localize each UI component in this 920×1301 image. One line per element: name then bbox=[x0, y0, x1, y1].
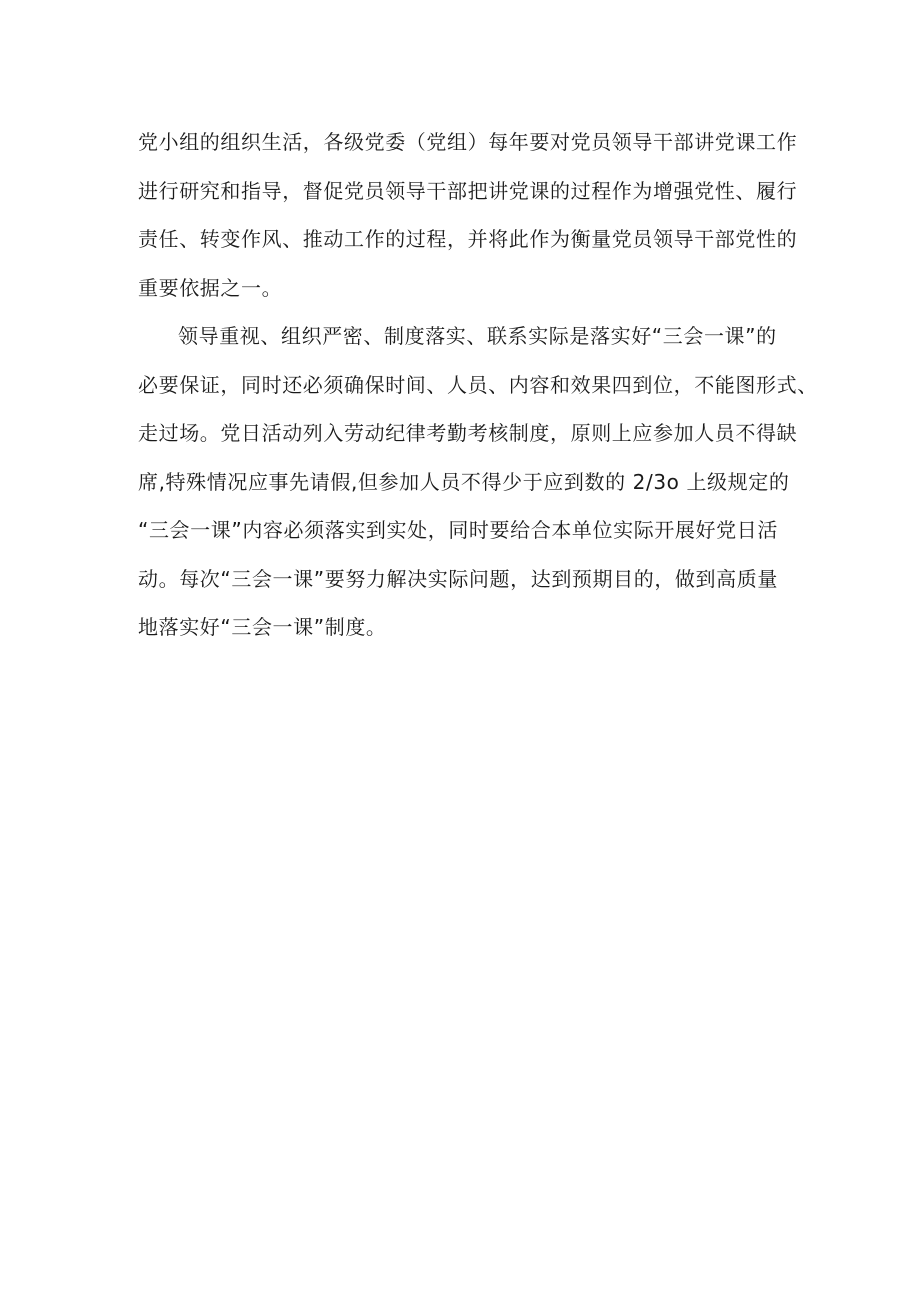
paragraph-line: 党小组的组织生活，各级党委（党组）每年要对党员领导干部讲党课工作 bbox=[138, 130, 798, 154]
paragraph-line: 动。每次“三会一课”要努力解决实际问题，达到预期目的，做到高质量 bbox=[138, 566, 778, 591]
paragraph-1 bbox=[138, 124, 798, 318]
paragraph-line: 地落实好“三会一课”制度。 bbox=[138, 615, 387, 639]
paragraph-line: 席,特殊情况应事先请假,但参加人员不得少于应到数的 2/3o 上级规定的 bbox=[138, 469, 790, 494]
paragraph-line: 重要依据之一。 bbox=[138, 275, 283, 300]
paragraph-line: 走过场。党日活动列入劳动纪律考勤考核制度，原则上应参加人员不得缺 bbox=[138, 421, 798, 445]
paragraph-line: 责任、转变作风、推动工作的过程，并将此作为衡量党员领导干部党性的 bbox=[138, 227, 798, 251]
paragraph-line: 进行研究和指导，督促党员领导干部把讲党课的过程作为增强党性、履行 bbox=[138, 178, 798, 203]
document-body bbox=[138, 124, 818, 658]
paragraph-2 bbox=[138, 318, 818, 658]
paragraph-line: 必要保证，同时还必须确保时间、人员、内容和效果四到位，不能图形式、 bbox=[138, 372, 818, 397]
paragraph-line: 领导重视、组织严密、制度落实、联系实际是落实好“三会一课”的 bbox=[178, 324, 777, 348]
paragraph-line: “三会一课”内容必须落实到实处，同时要给合本单位实际开展好党日活 bbox=[138, 518, 778, 542]
